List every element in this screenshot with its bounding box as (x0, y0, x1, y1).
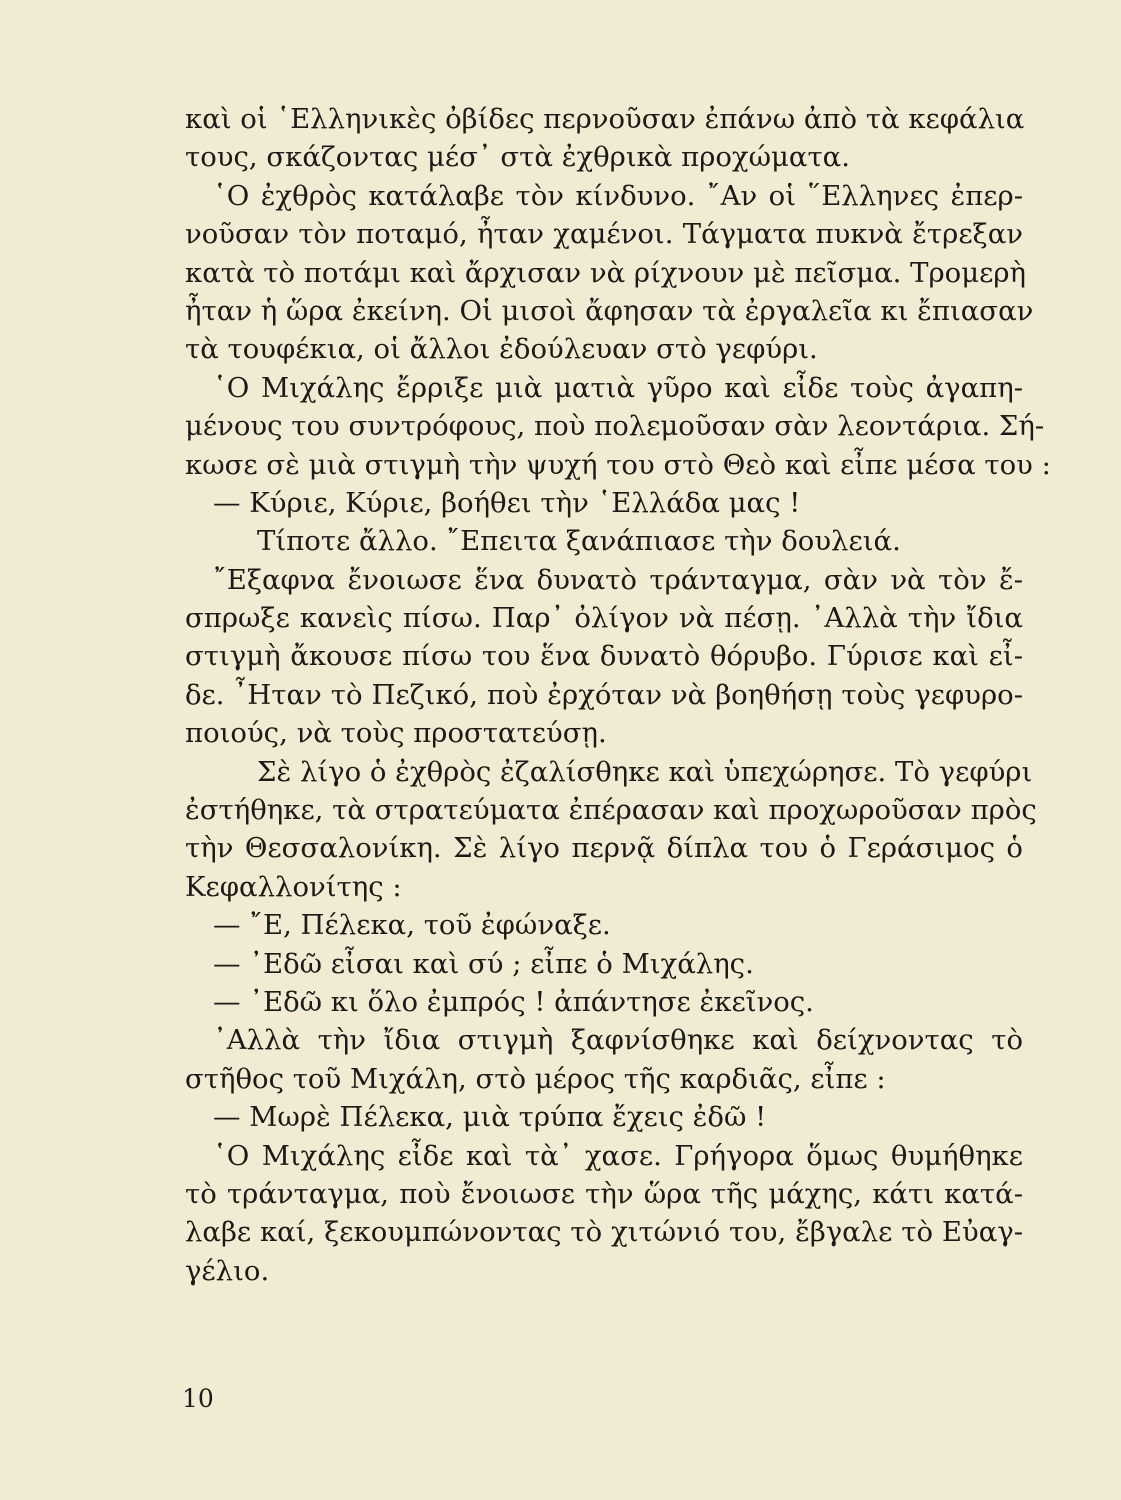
text-line: γέλιο. (185, 1254, 270, 1287)
text-line: ἦταν ἡ ὥρα ἐκείνη. Οἱ μισοὶ ἄφησαν τὰ ἐργαλεῖα κι ἔπιασαν (185, 294, 1034, 327)
text-line: τους, σκάζοντας μέσ᾽ στὰ ἐχθρικὰ προχώματα. (185, 141, 850, 174)
text-line: ῾Ο Μιχάλης ἔρριξε μιὰ ματιὰ γῦρο καὶ εἶδε τοὺς ἀγαπη- (213, 371, 1023, 404)
text-line: ῾Ο Μιχάλης εἶδε καὶ τὰ᾽ χασε. Γρήγορα ὅμως θυμήθηκε (213, 1139, 1023, 1172)
text-line: — ᾽Εδῶ εἶσαι καὶ σύ ; εἶπε ὁ Μιχάλης. (213, 947, 754, 980)
text-line: λαβε καί, ξεκουμπώνοντας τὸ χιτώνιό του, ἔβγαλε τὸ Εὐαγ- (185, 1216, 1023, 1249)
text-line: Κεφαλλονίτης : (185, 870, 402, 903)
text-line: ᾽Αλλὰ τὴν ἴδια στιγμὴ ξαφνίσθηκε καὶ δείχνοντας τὸ (213, 1024, 1023, 1057)
text-line: καὶ οἱ ῾Ελληνικὲς ὀβίδες περνοῦσαν ἐπάνω ἀπὸ τὰ κεφάλια (185, 103, 1025, 135)
text-line: μένους του συντρόφους, ποὺ πολεμοῦσαν σὰν λεοντάρια. Σή- (185, 410, 1045, 443)
text-line: Τίποτε ἄλλο. ῎Επειτα ξανάπιασε τὴν δουλειά. (257, 525, 901, 558)
text-line: ῾Ο ἐχθρὸς κατάλαβε τὸν κίνδυνο. ῎Αν οἱ ῞Ελληνες ἐπερ- (213, 179, 1023, 212)
text-line: στῆθος τοῦ Μιχάλη, στὸ μέρος τῆς καρδιᾶς, εἶπε : (185, 1062, 886, 1095)
text-line: Σὲ λίγο ὁ ἐχθρὸς ἐζαλίσθηκε καὶ ὑπεχώρησε. Τὸ γεφύρι (257, 755, 1033, 788)
body-text (185, 100, 1051, 1290)
text-line: — ᾽Εδῶ κι ὅλο ἐμπρός ! ἀπάντησε ἐκεῖνος. (213, 985, 814, 1018)
text-line: ῎Εξαφνα ἔνοιωσε ἕνα δυνατὸ τράνταγμα, σὰν νὰ τὸν ἔ- (213, 563, 1023, 596)
page-number: 10 (182, 1384, 214, 1413)
text-line: ποιούς, νὰ τοὺς προστατεύσῃ. (185, 717, 607, 750)
text-line: σπρωξε κανεὶς πίσω. Παρ᾽ ὀλίγον νὰ πέσῃ. ᾽Αλλὰ τὴν ἴδια (185, 602, 1023, 635)
text-line: κατὰ τὸ ποτάμι καὶ ἄρχισαν νὰ ρίχνουν μὲ πεῖσμα. Τρομερὴ (185, 256, 1026, 289)
text-line: ἐστήθηκε, τὰ στρατεύματα ἐπέρασαν καὶ προχωροῦσαν πρὸς (185, 794, 1037, 827)
text-line: στιγμὴ ἄκουσε πίσω του ἕνα δυνατὸ θόρυβο. Γύρισε καὶ εἶ- (185, 640, 1023, 673)
text-line: νοῦσαν τὸν ποταμό, ἦταν χαμένοι. Τάγματα πυκνὰ ἔτρεξαν (185, 218, 1023, 251)
text-line: τὸ τράνταγμα, ποὺ ἔνοιωσε τὴν ὥρα τῆς μάχης, κάτι κατά- (185, 1177, 1023, 1210)
text-line: δε. ῏Ηταν τὸ Πεζικό, ποὺ ἐρχόταν νὰ βοηθήσῃ τοὺς γεφυρο- (185, 678, 1023, 711)
text-line: τὴν Θεσσαλονίκη. Σὲ λίγο περνᾷ δίπλα του ὁ Γεράσιμος ὁ (185, 832, 1023, 865)
text-line: — Μωρὲ Πέλεκα, μιὰ τρύπα ἔχεις ἐδῶ ! (213, 1101, 767, 1134)
text-line: κωσε σὲ μιὰ στιγμὴ τὴν ψυχή του στὸ Θεὸ καὶ εἶπε μέσα του : (185, 448, 1051, 481)
text-line: — ῎Ε, Πέλεκα, τοῦ ἐφώναξε. (213, 909, 611, 942)
text-line: — Κύριε, Κύριε, βοήθει τὴν ῾Ελλάδα μας ! (213, 486, 801, 519)
text-line: τὰ τουφέκια, οἱ ἄλλοι ἐδούλευαν στὸ γεφύρι. (185, 333, 818, 366)
